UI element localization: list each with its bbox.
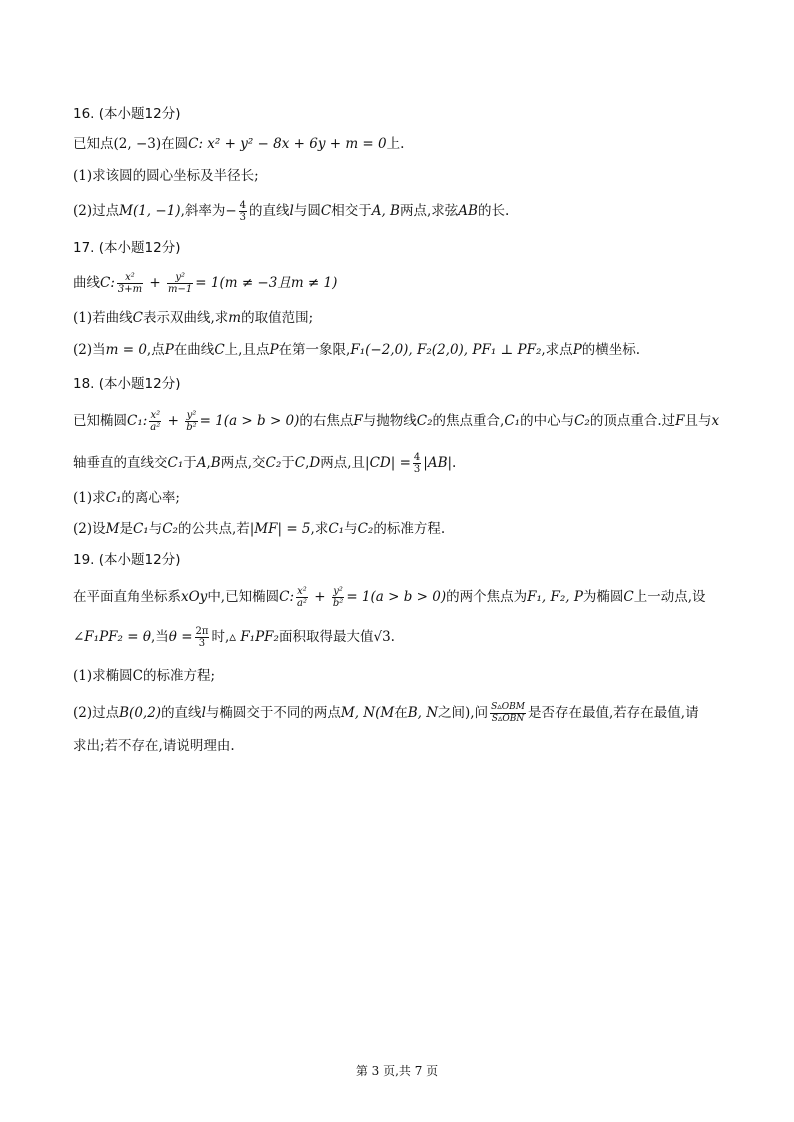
text: , [305, 455, 310, 471]
fraction [167, 272, 193, 295]
math: C₂ [574, 413, 590, 429]
text: 相交于 [331, 203, 372, 219]
q16-part2 [73, 200, 509, 223]
text: 与椭圆交于不同的两点 [205, 705, 341, 721]
q18-header: 18. (本小题12分) [73, 376, 181, 392]
math: F₁, F₂, P [527, 589, 583, 605]
text: 的两个焦点为 [446, 589, 528, 605]
math: C [320, 203, 332, 219]
denominator: m−1 [168, 284, 193, 295]
math: √3 [373, 629, 391, 645]
text: 是 [119, 521, 133, 537]
q19-line1: 在平面直角坐标系xOy中,已知椭圆C: $\frac{\text{x²}}{\text{a²}}$ + $\frac{\text{y²}}{\text{b²}}$ = 1(a > b > 0)的两个焦点为F₁, F₂, P为椭圆C上一动点,设 [73, 586, 706, 609]
text: 中,已知椭圆 [207, 589, 280, 605]
text: 于 [183, 455, 197, 471]
text: 且与 [684, 413, 712, 429]
math: C₂ [162, 521, 178, 537]
math: m [228, 310, 242, 326]
text: (2)过点 [73, 203, 120, 219]
text: 轴垂直的直线交 [73, 455, 168, 471]
math: P [164, 342, 174, 358]
text: 与抛物线 [362, 413, 417, 429]
q18-line1: 已知椭圆C₁: $\frac{\text{x²}}{\text{a²}}$ + $\frac{\text{y²}}{\text{b²}}$ = 1(a > b > 0)的右焦点F与抛物线C₂的焦点重合,C₁的中心与C₂的顶点重合.过F且与x [73, 410, 720, 433]
math: C₂ [357, 521, 374, 537]
math: xOy [181, 589, 208, 605]
math: C₁ [132, 521, 149, 537]
math: AB [458, 203, 478, 219]
text: 的焦点重合, [432, 413, 505, 429]
math: |MF| = 5 [249, 521, 311, 537]
fraction [296, 586, 308, 609]
numerator: y² [186, 410, 197, 421]
math: F₁(−2,0), F₂(2,0), PF₁ ⊥ PF₂ [350, 342, 542, 358]
numerator: x² [297, 586, 307, 597]
text: 两点,且 [320, 455, 366, 471]
text: ,求点 [541, 342, 573, 358]
q16-part1: (1)求该圆的圆心坐标及半径长; [73, 168, 259, 184]
text: 的取值范围; [241, 310, 314, 326]
text: 的公共点,若 [177, 521, 250, 537]
math: F [353, 413, 363, 429]
fraction [149, 410, 161, 433]
text: 与 [344, 521, 358, 537]
denominator: a² [150, 422, 161, 433]
q17-part2 [73, 340, 640, 360]
math: A [196, 455, 207, 471]
text: 两点,交 [220, 455, 266, 471]
text: (1)若曲线 [73, 310, 133, 326]
text: 在曲线 [173, 342, 215, 358]
text: 的右焦点 [299, 413, 354, 429]
fraction [117, 272, 143, 295]
text: ,求 [310, 521, 329, 537]
math: l [201, 705, 206, 721]
text: 于 [281, 455, 295, 471]
text: (1)求 [73, 490, 106, 506]
math: C₁: [127, 413, 148, 429]
q16-stem-end: 上. [386, 136, 405, 152]
text: , [206, 455, 211, 471]
q19-line2 [73, 626, 395, 649]
denominator: 3 [198, 638, 206, 649]
text: 在第一象限, [278, 342, 351, 358]
math: A, B [371, 203, 400, 219]
fraction [332, 586, 344, 609]
math: P [572, 342, 582, 358]
q19-part2 [73, 702, 699, 725]
text: 上,且点 [224, 342, 270, 358]
denominator: b² [332, 598, 344, 609]
q17-part1 [73, 308, 313, 328]
math: M [105, 521, 120, 537]
denominator: a² [297, 598, 307, 609]
text: 的顶点重合.过 [589, 413, 676, 429]
text: 在平面直角坐标系 [73, 589, 181, 605]
math: C₁ [328, 521, 345, 537]
math: C [132, 310, 143, 326]
text: 上一动点,设 [633, 589, 706, 605]
q19-header: 19. (本小题12分) [73, 552, 181, 568]
page-footer: 第 3 页,共 7 页 [355, 1064, 439, 1078]
math: ▵ F₁PF₂ [229, 629, 279, 645]
numerator: y² [167, 272, 193, 284]
text: 在 [394, 705, 408, 721]
q16-stem [73, 134, 404, 154]
math: |CD| = [365, 455, 411, 471]
text: 与圆 [293, 203, 321, 219]
math: C₁ [167, 455, 184, 471]
text: 的标准方程. [373, 521, 446, 537]
q18-line2 [73, 452, 456, 475]
math: x [711, 413, 720, 429]
text: 的中心与 [520, 413, 575, 429]
text: 面积取得最大值 [278, 629, 374, 645]
text: ,点 [146, 342, 165, 358]
math: B, N [407, 705, 439, 721]
text: 的直线 [161, 705, 202, 721]
numerator: 4 [413, 452, 421, 463]
math: C₁ [105, 490, 122, 506]
text: 的离心率; [121, 490, 180, 506]
math: C₁ [504, 413, 521, 429]
math: M(1, −1) [119, 203, 181, 219]
text: 之间),问 [438, 705, 489, 721]
text: ,当 [150, 629, 169, 645]
math: m = 0 [105, 342, 147, 358]
math: C [214, 342, 225, 358]
numerator: x² [117, 272, 143, 284]
q17-header: 17. (本小题12分) [73, 240, 181, 256]
text: 与 [148, 521, 163, 537]
math: ∠F₁PF₂ = θ [73, 629, 151, 645]
math: B(0,2) [119, 705, 162, 721]
text: 曲线 [73, 275, 100, 291]
math: = 1(a > b > 0) [346, 589, 447, 605]
denominator: 3 [413, 464, 421, 475]
text: 已知椭圆 [73, 413, 127, 429]
text: 时, [211, 629, 230, 645]
math: θ = [168, 629, 193, 645]
text: . [452, 455, 457, 471]
denominator: S▵OBN [491, 714, 525, 724]
denominator: 3+m [117, 284, 143, 295]
text: 的直线 [249, 203, 290, 219]
math: F [675, 413, 685, 429]
fraction [490, 702, 526, 725]
text: 为椭圆 [582, 589, 624, 605]
math: C: [279, 589, 294, 605]
math: C₂ [265, 455, 282, 471]
math: − [225, 203, 237, 219]
q16-header: 16. (本小题12分) [73, 106, 181, 122]
text: 是否存在最值,若存在最值,请 [527, 705, 699, 721]
fraction [195, 626, 210, 649]
q18-part2 [73, 519, 445, 539]
math: C [294, 455, 306, 471]
text: (2)当 [73, 342, 106, 358]
math: C: [100, 275, 115, 291]
numerator: 4 [239, 200, 247, 211]
fraction [413, 452, 421, 475]
math: M, N(M [340, 705, 395, 721]
math: l [289, 203, 294, 219]
math: |AB| [423, 455, 453, 471]
denominator: 3 [239, 212, 247, 223]
q19-part2-cont: 求出;若不存在,请说明理由. [73, 738, 235, 754]
text: (2)过点 [73, 705, 120, 721]
q17-stem: 曲线C: $\frac{\text{x²}}{3+m}$ + $\frac{\text{y²}}{m-1}$ = 1(m ≠ −3且m ≠ 1) [73, 272, 338, 295]
fraction [185, 410, 197, 433]
text: 表示双曲线,求 [142, 310, 229, 326]
q16-circle-equation: C: x² + y² − 8x + 6y + m = 0 [188, 136, 387, 152]
numerator: x² [150, 410, 161, 421]
slope-fraction [239, 200, 247, 223]
math: C [623, 589, 634, 605]
math: C₂ [416, 413, 433, 429]
numerator: y² [333, 586, 343, 597]
denominator: b² [186, 422, 197, 433]
numerator: S▵OBM [491, 702, 525, 712]
text: 的长. [477, 203, 510, 219]
text: (2)设 [73, 521, 106, 537]
math: = 1(a > b > 0) [199, 413, 300, 429]
numerator: 2π [195, 626, 209, 637]
math: = 1(m ≠ −3且m ≠ 1) [195, 275, 338, 291]
q18-part1 [73, 488, 180, 508]
text: 两点,求弦 [399, 203, 459, 219]
text: 的横坐标. [581, 342, 641, 358]
text: . [390, 629, 395, 645]
q16-stem-text: 已知点(2, −3)在圆 [73, 136, 189, 152]
text: ,斜率为 [180, 203, 226, 219]
math: D [309, 455, 321, 471]
math: P [269, 342, 279, 358]
math: B [210, 455, 221, 471]
q19-part1: (1)求椭圆C的标准方程; [73, 668, 216, 684]
